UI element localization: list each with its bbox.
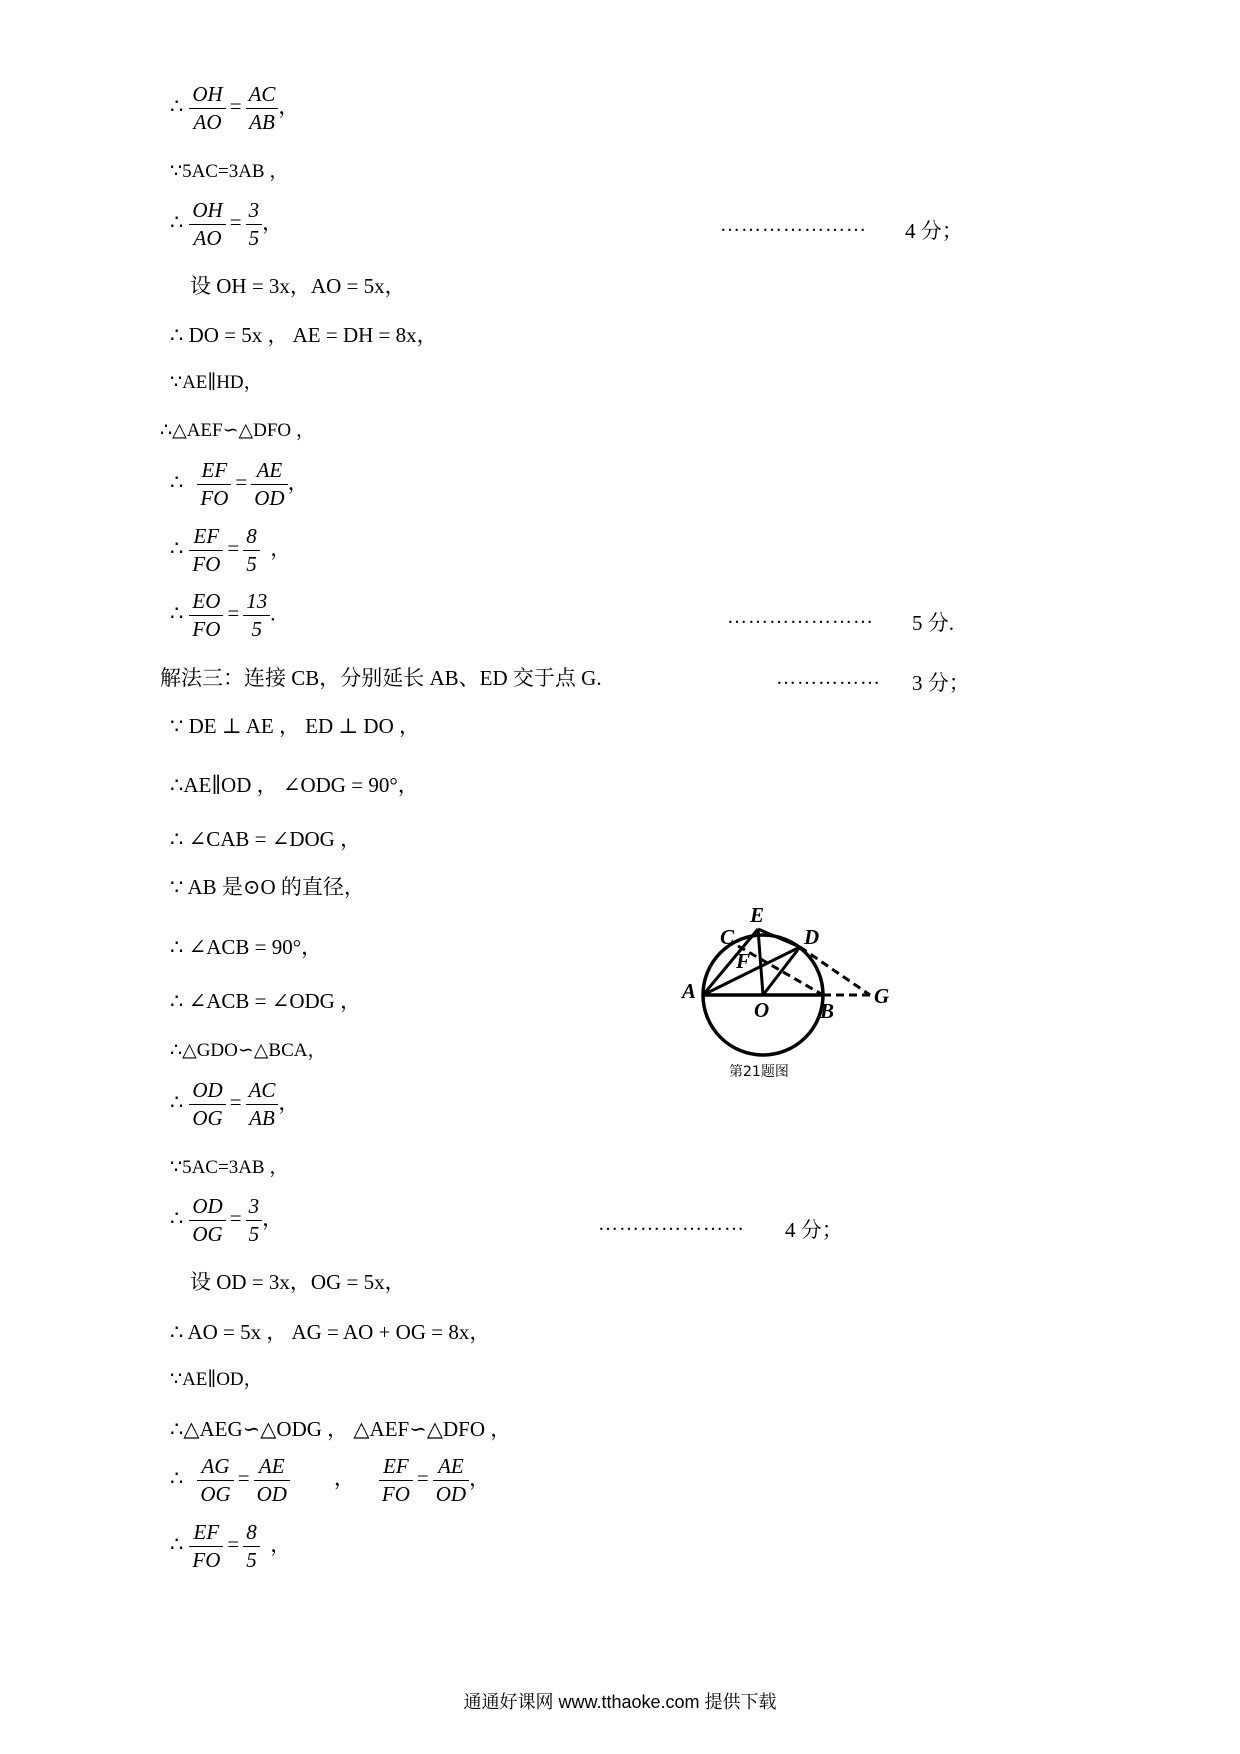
fraction: $\frac{AE}{OD}$ xyxy=(254,1456,290,1505)
fraction: $\frac{8}{5}$ xyxy=(243,526,260,575)
segment-od xyxy=(763,947,800,995)
proof-line-10: ∴ $\frac{EO}{FO}$ = $\frac{13}{5}$ . xyxy=(170,589,276,641)
fraction: $\frac{EF}{FO}$ xyxy=(189,1522,223,1571)
proof-line-21: ∴ $\frac{OD}{OG}$ = $\frac{3}{5}$ ， xyxy=(170,1194,284,1246)
fraction: $\frac{AC}{AB}$ xyxy=(246,1080,279,1129)
fraction: $\frac{AE}{OD}$ xyxy=(433,1456,469,1505)
fraction: $\frac{EF}{FO}$ xyxy=(379,1456,413,1505)
proof-line-1: ∴ $\frac{OH}{AO}$ = $\frac{AC}{AB}$ ， xyxy=(170,82,300,134)
point-label-o: O xyxy=(754,998,770,1022)
score-dots-1: ………………… xyxy=(720,214,867,236)
point-label-d: D xyxy=(804,925,820,949)
fraction: $\frac{AC}{AB}$ xyxy=(246,84,279,133)
point-label-g: G xyxy=(874,984,890,1008)
proof-line-20: ∵5AC=3AB ， xyxy=(170,1157,289,1178)
point-label-a: A xyxy=(682,979,697,1003)
fraction: $\frac{EO}{FO}$ xyxy=(189,591,223,640)
fraction: $\frac{OD}{OG}$ xyxy=(189,1196,225,1245)
fraction: $\frac{OD}{OG}$ xyxy=(189,1080,225,1129)
proof-line-13: ∴AE∥OD ， ∠ODG = 90°， xyxy=(170,773,419,797)
proof-line-7: ∴△AEF∽△DFO ， xyxy=(160,420,315,441)
proof-line-16: ∴ ∠ACB = 90°， xyxy=(170,935,323,959)
fraction: $\frac{13}{5}$ xyxy=(243,591,270,640)
proof-line-14: ∴ ∠CAB = ∠DOG ， xyxy=(170,827,362,851)
proof-line-12: ∵ DE ⊥ AE ， ED ⊥ DO ， xyxy=(170,714,421,738)
proof-line-11: 解法三：连接 CB，分别延长 AB、ED 交于点 G. xyxy=(160,666,602,690)
proof-line-4: 设 OH = 3x，AO = 5x， xyxy=(190,274,406,298)
point-label-f: F xyxy=(736,949,751,973)
proof-line-3: ∴ $\frac{OH}{AO}$ = $\frac{3}{5}$ ， xyxy=(170,198,284,250)
segment-ed xyxy=(758,929,800,947)
therefore-symbol: ∴ xyxy=(170,94,184,119)
proof-line-5: ∴ DO = 5x ， AE = DH = 8x， xyxy=(170,323,438,347)
score-dots-2: ………………… xyxy=(727,606,874,628)
segment-eo xyxy=(758,929,763,995)
proof-line-24: ∵AE∥OD， xyxy=(170,1369,263,1390)
fraction: $\frac{AE}{OD}$ xyxy=(251,460,287,509)
score-label-3: 3 分； xyxy=(912,671,970,695)
proof-line-27: ∴ $\frac{EF}{FO}$ = $\frac{8}{5}$ ， xyxy=(170,1520,292,1572)
proof-line-23: ∴ AO = 5x ， AG = AO + OG = 8x， xyxy=(170,1320,491,1344)
proof-line-15: ∵ AB 是⊙O 的直径， xyxy=(170,875,365,899)
proof-line-26: ∴ $\frac{AG}{OG}$ = $\frac{AE}{OD}$ ， $\frac{EF}{FO}$ = $\frac{AE}{OD}$ ， xyxy=(170,1454,491,1506)
fraction: $\frac{OH}{AO}$ xyxy=(189,200,225,249)
score-label-4: 4 分； xyxy=(785,1218,843,1242)
fraction: $\frac{OH}{AO}$ xyxy=(189,84,225,133)
score-dots-3: …………… xyxy=(776,667,881,689)
proof-line-18: ∴△GDO∽△BCA， xyxy=(170,1040,327,1061)
proof-line-19: ∴ $\frac{OD}{OG}$ = $\frac{AC}{AB}$ ， xyxy=(170,1078,300,1130)
fraction: $\frac{3}{5}$ xyxy=(246,1196,263,1245)
footer: 通通好课网 www.tthaoke.com 提供下载 xyxy=(463,1692,777,1712)
fraction: $\frac{AG}{OG}$ xyxy=(197,1456,233,1505)
proof-line-2: ∵5AC=3AB ， xyxy=(170,161,289,182)
fraction: $\frac{EF}{FO}$ xyxy=(197,460,231,509)
point-label-c: C xyxy=(720,925,735,949)
geometry-figure xyxy=(670,892,910,1072)
proof-line-8: ∴ $\frac{EF}{FO}$ = $\frac{AE}{OD}$ ， xyxy=(170,458,309,510)
score-label-2: 5 分. xyxy=(912,611,954,635)
proof-line-25: ∴△AEG∽△ODG ， △AEF∽△DFO ， xyxy=(170,1417,512,1441)
proof-line-17: ∴ ∠ACB = ∠ODG ， xyxy=(170,989,362,1013)
proof-line-6: ∵AE∥HD， xyxy=(170,372,263,393)
figure-caption: 第21题图 xyxy=(729,1064,789,1080)
proof-line-9: ∴ $\frac{EF}{FO}$ = $\frac{8}{5}$ ， xyxy=(170,524,292,576)
score-dots-4: ………………… xyxy=(598,1213,745,1235)
proof-line-22: 设 OD = 3x，OG = 5x， xyxy=(190,1270,406,1294)
fraction: $\frac{EF}{FO}$ xyxy=(189,526,223,575)
score-label-1: 4 分； xyxy=(905,219,963,243)
point-label-b: B xyxy=(820,999,835,1023)
point-label-e: E xyxy=(750,903,765,927)
fraction: $\frac{3}{5}$ xyxy=(246,200,263,249)
fraction: $\frac{8}{5}$ xyxy=(243,1522,260,1571)
